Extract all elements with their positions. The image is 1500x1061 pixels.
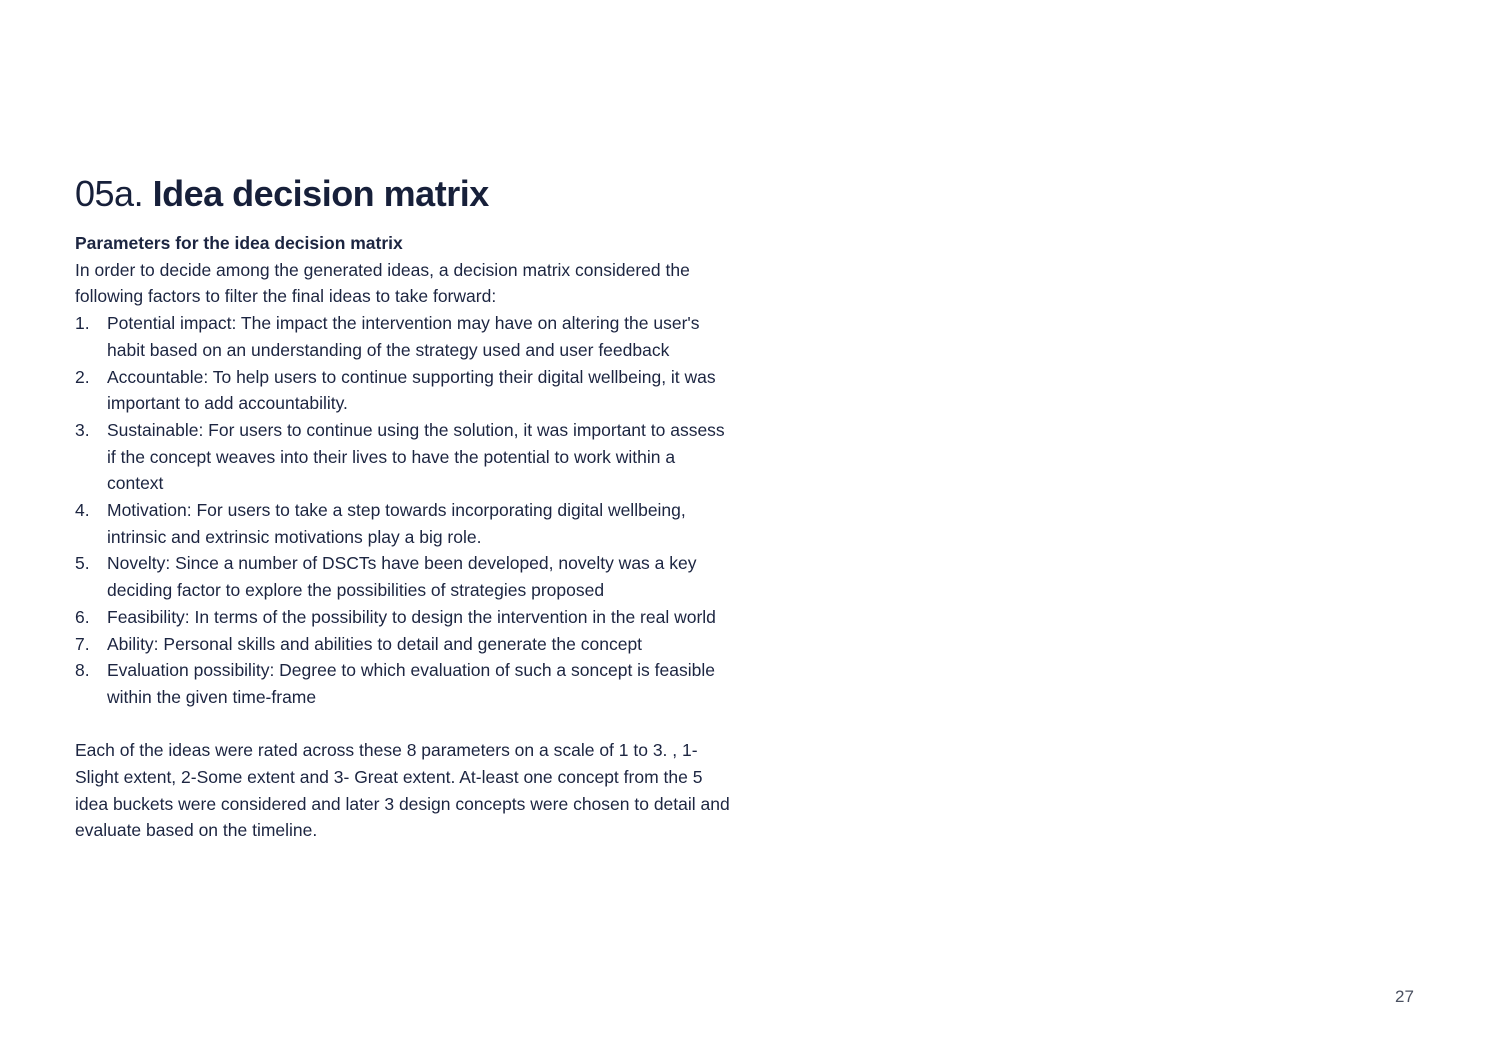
list-item (75, 310, 735, 363)
list-item (75, 417, 735, 497)
list-item (75, 497, 735, 550)
factor-list (75, 310, 735, 711)
list-item-number: 7. (75, 633, 90, 654)
page-number: 27 (1395, 987, 1414, 1006)
list-item-number: 2. (75, 366, 90, 387)
section-title: Idea decision matrix (152, 173, 489, 214)
list-item (75, 364, 735, 417)
list-item-text: Accountable: To help users to continue supporting their digital wellbeing, it was important to add accountability. (107, 366, 716, 414)
list-item-text: Motivation: For users to take a step towards incorporating digital wellbeing, intrinsic and extrinsic motivations play a big role. (107, 500, 686, 547)
list-item (75, 550, 735, 603)
body-content (75, 230, 735, 844)
list-item-number: 8. (75, 660, 90, 681)
list-item-number: 3. (75, 419, 90, 440)
list-item (75, 657, 735, 710)
list-item-text: Sustainable: For users to continue using the solution, it was important to assess if the concept weaves into their lives to have the potential to work within a context (107, 419, 725, 494)
list-item-number: 6. (75, 606, 90, 627)
section-number: 05a. (75, 173, 144, 214)
subheading: Parameters for the idea decision matrix (75, 233, 403, 253)
page-title (75, 172, 489, 216)
intro-paragraph: In order to decide among the generated ideas, a decision matrix considered the following factors to filter the final ideas to take forward: (75, 259, 690, 307)
list-item-number: 1. (75, 313, 90, 334)
list-item-number: 5. (75, 553, 90, 574)
list-item-number: 4. (75, 500, 90, 521)
list-item (75, 631, 735, 658)
list-item (75, 604, 735, 631)
list-item-text: Evaluation possibility: Degree to which evaluation of such a soncept is feasible within the given time-frame (107, 660, 715, 707)
list-item-text: Feasibility: In terms of the possibility to design the intervention in the real world (107, 606, 716, 627)
list-item-text: Potential impact: The impact the intervention may have on altering the user's habit based on an understanding of the strategy used and user feedback (107, 313, 700, 360)
closing-paragraph: Each of the ideas were rated across these 8 parameters on a scale of 1 to 3. , 1- Slight extent, 2-Some extent and 3- Great extent. At-least one concept from the 5 idea buckets were considered and later 3 design concepts were chosen to detail and evaluate based on the timeline. (75, 740, 730, 841)
list-item-text: Novelty: Since a number of DSCTs have been developed, novelty was a key deciding factor to explore the possibilities of strategies proposed (107, 553, 697, 601)
list-item-text: Ability: Personal skills and abilities to detail and generate the concept (107, 633, 643, 654)
